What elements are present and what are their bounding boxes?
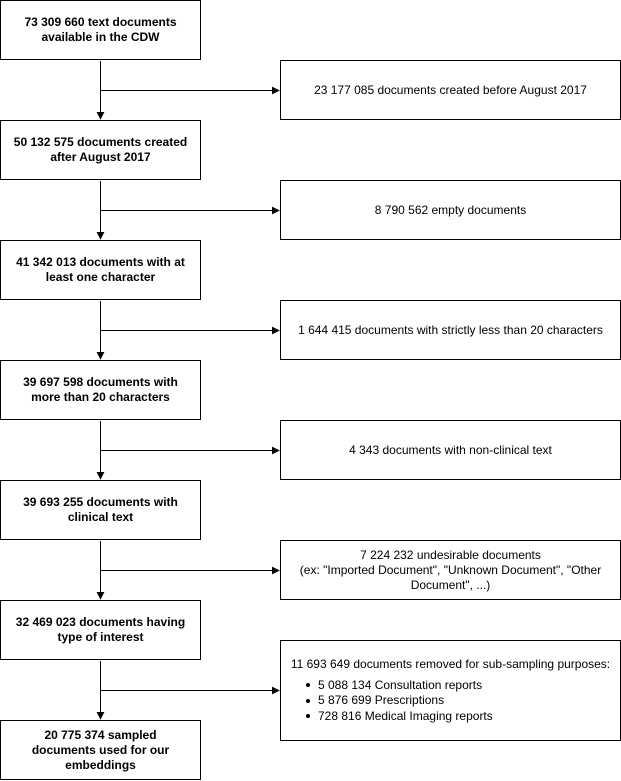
exclusion-empty-documents <box>280 180 621 240</box>
list-item: 5 088 134 Consultation reports <box>318 678 493 694</box>
step-label: 39 693 255 documents with clinical text <box>23 495 178 524</box>
exclusion-subsampling <box>280 640 621 741</box>
exclusion-label: 11 693 649 documents removed for sub-sampling purposes: <box>290 656 611 671</box>
exclusion-detail: (ex: "Imported Document", "Unknown Document", "Other Document", ...) <box>299 562 602 592</box>
step-clinical-text <box>0 480 201 540</box>
subsampling-list <box>287 678 493 725</box>
exclusion-less-than-20-chars <box>280 300 621 360</box>
step-total-documents <box>0 0 201 60</box>
exclusion-before-august-2017 <box>280 60 621 120</box>
exclusion-non-clinical <box>280 420 621 480</box>
step-label: 41 342 013 documents with at least one character <box>16 255 185 284</box>
step-sampled-documents <box>0 720 201 780</box>
step-label: 39 697 598 documents with more than 20 characters <box>23 375 178 404</box>
step-label: 50 132 575 documents created after August 2017 <box>13 135 188 164</box>
exclusion-label: 7 224 232 undesirable documents <box>360 547 541 562</box>
exclusion-label: 23 177 085 documents created before August 2017 <box>314 82 587 97</box>
list-item: 5 876 699 Prescriptions <box>318 693 493 709</box>
step-more-than-20-chars <box>0 360 201 420</box>
step-label: 20 775 374 sampled documents used for our embeddings <box>31 727 170 772</box>
exclusion-undesirable <box>280 540 621 600</box>
list-item: 728 816 Medical Imaging reports <box>318 708 493 723</box>
step-label: 73 309 660 text documents available in the CDW <box>24 15 177 44</box>
step-label: 32 469 023 documents having type of interest <box>15 615 186 644</box>
step-non-empty <box>0 240 201 300</box>
exclusion-label: 1 644 415 documents with strictly less than 20 characters <box>298 322 603 337</box>
step-after-august-2017 <box>0 120 201 180</box>
exclusion-label: 8 790 562 empty documents <box>374 202 527 217</box>
exclusion-label: 4 343 documents with non-clinical text <box>349 442 552 457</box>
step-type-of-interest <box>0 600 201 660</box>
